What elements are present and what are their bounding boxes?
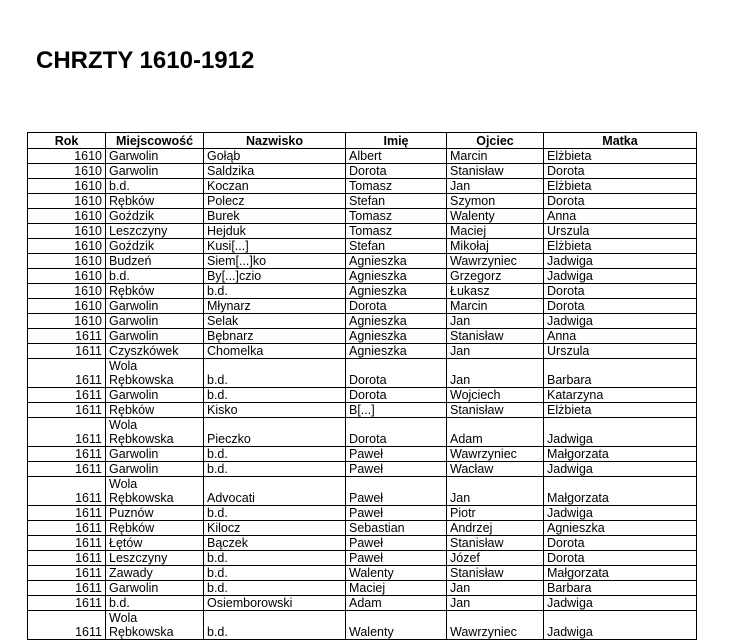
cell-miejscowosc: Garwolin (106, 149, 204, 164)
cell-ojciec: Piotr (447, 506, 544, 521)
cell-nazwisko: Młynarz (204, 299, 346, 314)
table-row (28, 239, 697, 254)
cell-rok: 1610 (28, 314, 106, 329)
cell-ojciec: Szymon (447, 194, 544, 209)
column-header-imie: Imię (346, 133, 447, 149)
cell-rok: 1610 (28, 179, 106, 194)
cell-rok: 1610 (28, 254, 106, 269)
cell-imie: Paweł (346, 462, 447, 477)
cell-nazwisko: Koczan (204, 179, 346, 194)
cell-miejscowosc: Zawady (106, 566, 204, 581)
cell-miejscowosc: Garwolin (106, 164, 204, 179)
cell-ojciec: Jan (447, 359, 544, 388)
cell-imie: Agnieszka (346, 314, 447, 329)
cell-imie: Sebastian (346, 521, 447, 536)
cell-nazwisko: Hejduk (204, 224, 346, 239)
cell-ojciec: Andrzej (447, 521, 544, 536)
cell-matka: Elżbieta (544, 403, 697, 418)
cell-matka: Anna (544, 329, 697, 344)
cell-matka: Dorota (544, 299, 697, 314)
cell-nazwisko: Pieczko (204, 418, 346, 447)
table-row (28, 284, 697, 299)
table-row (28, 447, 697, 462)
table-row (28, 269, 697, 284)
cell-ojciec: Stanisław (447, 164, 544, 179)
cell-nazwisko: b.d. (204, 581, 346, 596)
cell-ojciec: Marcin (447, 299, 544, 314)
cell-miejscowosc: Garwolin (106, 462, 204, 477)
cell-ojciec: Wacław (447, 462, 544, 477)
cell-miejscowosc: b.d. (106, 179, 204, 194)
table-row (28, 536, 697, 551)
cell-imie: Agnieszka (346, 344, 447, 359)
cell-matka: Katarzyna (544, 388, 697, 403)
cell-rok: 1610 (28, 209, 106, 224)
cell-miejscowosc: Leszczyny (106, 551, 204, 566)
cell-matka: Elżbieta (544, 179, 697, 194)
cell-nazwisko: b.d. (204, 359, 346, 388)
cell-matka: Dorota (544, 536, 697, 551)
baptism-register-table (27, 132, 697, 640)
cell-imie: Tomasz (346, 179, 447, 194)
cell-ojciec: Marcin (447, 149, 544, 164)
cell-imie: Agnieszka (346, 284, 447, 299)
cell-nazwisko: Bączek (204, 536, 346, 551)
cell-nazwisko: b.d. (204, 611, 346, 640)
cell-nazwisko: Advocati (204, 477, 346, 506)
cell-matka: Jadwiga (544, 611, 697, 640)
cell-miejscowosc: Goździk (106, 209, 204, 224)
cell-imie: Stefan (346, 194, 447, 209)
cell-miejscowosc: Rębków (106, 403, 204, 418)
table-row (28, 329, 697, 344)
table-row (28, 477, 697, 506)
cell-rok: 1611 (28, 566, 106, 581)
cell-rok: 1611 (28, 344, 106, 359)
cell-nazwisko: Polecz (204, 194, 346, 209)
place-line-2: Rębkowska (109, 625, 174, 639)
cell-matka: Jadwiga (544, 462, 697, 477)
cell-miejscowosc: Garwolin (106, 314, 204, 329)
cell-miejscowosc: Garwolin (106, 388, 204, 403)
cell-matka: Jadwiga (544, 269, 697, 284)
table-row (28, 254, 697, 269)
cell-imie: B[...] (346, 403, 447, 418)
place-line-2: Rębkowska (109, 373, 174, 387)
cell-miejscowosc: Goździk (106, 239, 204, 254)
table-row (28, 209, 697, 224)
table-row (28, 149, 697, 164)
cell-rok: 1611 (28, 388, 106, 403)
cell-nazwisko: Siem[...]ko (204, 254, 346, 269)
cell-rok: 1611 (28, 329, 106, 344)
table-header-row (28, 133, 697, 149)
cell-rok: 1611 (28, 611, 106, 640)
table-row (28, 551, 697, 566)
cell-rok: 1611 (28, 359, 106, 388)
cell-rok: 1610 (28, 149, 106, 164)
cell-ojciec: Grzegorz (447, 269, 544, 284)
cell-miejscowosc: Rębków (106, 194, 204, 209)
cell-ojciec: Jan (447, 581, 544, 596)
cell-rok: 1611 (28, 596, 106, 611)
cell-imie: Paweł (346, 447, 447, 462)
cell-matka: Małgorzata (544, 447, 697, 462)
cell-rok: 1611 (28, 521, 106, 536)
cell-matka: Elżbieta (544, 239, 697, 254)
cell-nazwisko: b.d. (204, 551, 346, 566)
table-row (28, 521, 697, 536)
cell-ojciec: Wawrzyniec (447, 611, 544, 640)
cell-miejscowosc (106, 359, 204, 388)
cell-imie: Stefan (346, 239, 447, 254)
cell-rok: 1611 (28, 477, 106, 506)
cell-imie: Paweł (346, 536, 447, 551)
cell-miejscowosc: Budzeń (106, 254, 204, 269)
cell-nazwisko: b.d. (204, 284, 346, 299)
cell-rok: 1611 (28, 551, 106, 566)
cell-matka: Jadwiga (544, 506, 697, 521)
cell-rok: 1610 (28, 164, 106, 179)
cell-matka: Jadwiga (544, 418, 697, 447)
cell-miejscowosc: Garwolin (106, 447, 204, 462)
cell-miejscowosc: b.d. (106, 596, 204, 611)
cell-nazwisko: Gołąb (204, 149, 346, 164)
cell-imie: Agnieszka (346, 329, 447, 344)
cell-miejscowosc: Leszczyny (106, 224, 204, 239)
table-row (28, 403, 697, 418)
cell-ojciec: Adam (447, 418, 544, 447)
cell-miejscowosc: Czyszkówek (106, 344, 204, 359)
cell-imie: Paweł (346, 551, 447, 566)
cell-matka: Dorota (544, 551, 697, 566)
cell-matka: Jadwiga (544, 254, 697, 269)
cell-imie: Dorota (346, 164, 447, 179)
cell-miejscowosc: Puznów (106, 506, 204, 521)
place-line-1: Wola (109, 418, 138, 432)
cell-ojciec: Jan (447, 596, 544, 611)
cell-nazwisko: Saldzika (204, 164, 346, 179)
cell-nazwisko: Burek (204, 209, 346, 224)
cell-rok: 1611 (28, 447, 106, 462)
cell-nazwisko: Kisko (204, 403, 346, 418)
cell-rok: 1611 (28, 403, 106, 418)
cell-miejscowosc (106, 418, 204, 447)
cell-imie: Dorota (346, 388, 447, 403)
table-row (28, 314, 697, 329)
cell-ojciec: Stanisław (447, 329, 544, 344)
cell-matka: Barbara (544, 359, 697, 388)
column-header-nazwisko: Nazwisko (204, 133, 346, 149)
cell-ojciec: Józef (447, 551, 544, 566)
cell-imie: Adam (346, 596, 447, 611)
cell-ojciec: Jan (447, 344, 544, 359)
cell-matka: Jadwiga (544, 314, 697, 329)
cell-ojciec: Jan (447, 314, 544, 329)
cell-ojciec: Łukasz (447, 284, 544, 299)
cell-nazwisko: Chomelka (204, 344, 346, 359)
table-row (28, 359, 697, 388)
cell-imie: Albert (346, 149, 447, 164)
column-header-miejscowosc: Miejscowość (106, 133, 204, 149)
cell-matka: Barbara (544, 581, 697, 596)
cell-matka: Urszula (544, 344, 697, 359)
cell-imie: Walenty (346, 611, 447, 640)
cell-imie: Maciej (346, 581, 447, 596)
cell-miejscowosc: Rębków (106, 521, 204, 536)
cell-imie: Agnieszka (346, 269, 447, 284)
cell-rok: 1611 (28, 581, 106, 596)
cell-ojciec: Mikołaj (447, 239, 544, 254)
table-row (28, 506, 697, 521)
cell-rok: 1610 (28, 299, 106, 314)
cell-ojciec: Jan (447, 477, 544, 506)
cell-rok: 1610 (28, 194, 106, 209)
table-row (28, 194, 697, 209)
table-row (28, 388, 697, 403)
cell-imie: Agnieszka (346, 254, 447, 269)
cell-imie: Dorota (346, 418, 447, 447)
cell-ojciec: Maciej (447, 224, 544, 239)
cell-nazwisko: Kilocz (204, 521, 346, 536)
cell-ojciec: Wawrzyniec (447, 254, 544, 269)
cell-ojciec: Stanisław (447, 536, 544, 551)
place-line-1: Wola (109, 359, 138, 373)
cell-miejscowosc: Garwolin (106, 581, 204, 596)
cell-nazwisko: b.d. (204, 462, 346, 477)
place-line-1: Wola (109, 477, 138, 491)
page-title: CHRZTY 1610-1912 (36, 47, 255, 74)
place-line-1: Wola (109, 611, 138, 625)
cell-miejscowosc (106, 611, 204, 640)
cell-nazwisko: Kusi[...] (204, 239, 346, 254)
cell-rok: 1610 (28, 239, 106, 254)
cell-nazwisko: Bębnarz (204, 329, 346, 344)
cell-matka: Małgorzata (544, 477, 697, 506)
cell-imie: Paweł (346, 506, 447, 521)
cell-matka: Dorota (544, 194, 697, 209)
table-row (28, 299, 697, 314)
place-line-2: Rębkowska (109, 432, 174, 446)
cell-rok: 1610 (28, 284, 106, 299)
table-row (28, 179, 697, 194)
cell-imie: Dorota (346, 359, 447, 388)
table-row (28, 581, 697, 596)
cell-miejscowosc: Garwolin (106, 299, 204, 314)
cell-ojciec: Jan (447, 179, 544, 194)
cell-miejscowosc: Rębków (106, 284, 204, 299)
cell-nazwisko: b.d. (204, 447, 346, 462)
table-body (28, 149, 697, 640)
cell-matka: Jadwiga (544, 596, 697, 611)
column-header-matka: Matka (544, 133, 697, 149)
cell-ojciec: Walenty (447, 209, 544, 224)
cell-rok: 1611 (28, 506, 106, 521)
table-row (28, 164, 697, 179)
cell-rok: 1611 (28, 418, 106, 447)
cell-ojciec: Wawrzyniec (447, 447, 544, 462)
cell-nazwisko: Selak (204, 314, 346, 329)
cell-rok: 1610 (28, 269, 106, 284)
cell-imie: Tomasz (346, 224, 447, 239)
cell-matka: Elżbieta (544, 149, 697, 164)
cell-matka: Urszula (544, 224, 697, 239)
cell-rok: 1611 (28, 462, 106, 477)
cell-nazwisko: b.d. (204, 506, 346, 521)
cell-ojciec: Stanisław (447, 403, 544, 418)
cell-rok: 1611 (28, 536, 106, 551)
cell-nazwisko: Osiemborowski (204, 596, 346, 611)
cell-matka: Agnieszka (544, 521, 697, 536)
table-row (28, 611, 697, 640)
cell-miejscowosc: Garwolin (106, 329, 204, 344)
table-row (28, 418, 697, 447)
table-row (28, 344, 697, 359)
cell-imie: Paweł (346, 477, 447, 506)
cell-nazwisko: By[...]czio (204, 269, 346, 284)
column-header-ojciec: Ojciec (447, 133, 544, 149)
table-row (28, 224, 697, 239)
cell-ojciec: Wojciech (447, 388, 544, 403)
cell-imie: Walenty (346, 566, 447, 581)
cell-miejscowosc (106, 477, 204, 506)
table-row (28, 462, 697, 477)
place-line-2: Rębkowska (109, 491, 174, 505)
cell-matka: Dorota (544, 284, 697, 299)
cell-matka: Anna (544, 209, 697, 224)
table-row (28, 596, 697, 611)
cell-ojciec: Stanisław (447, 566, 544, 581)
cell-matka: Dorota (544, 164, 697, 179)
cell-imie: Dorota (346, 299, 447, 314)
table-row (28, 566, 697, 581)
cell-miejscowosc: Łętów (106, 536, 204, 551)
cell-matka: Małgorzata (544, 566, 697, 581)
cell-miejscowosc: b.d. (106, 269, 204, 284)
cell-rok: 1610 (28, 224, 106, 239)
cell-nazwisko: b.d. (204, 566, 346, 581)
cell-nazwisko: b.d. (204, 388, 346, 403)
cell-imie: Tomasz (346, 209, 447, 224)
column-header-rok: Rok (28, 133, 106, 149)
